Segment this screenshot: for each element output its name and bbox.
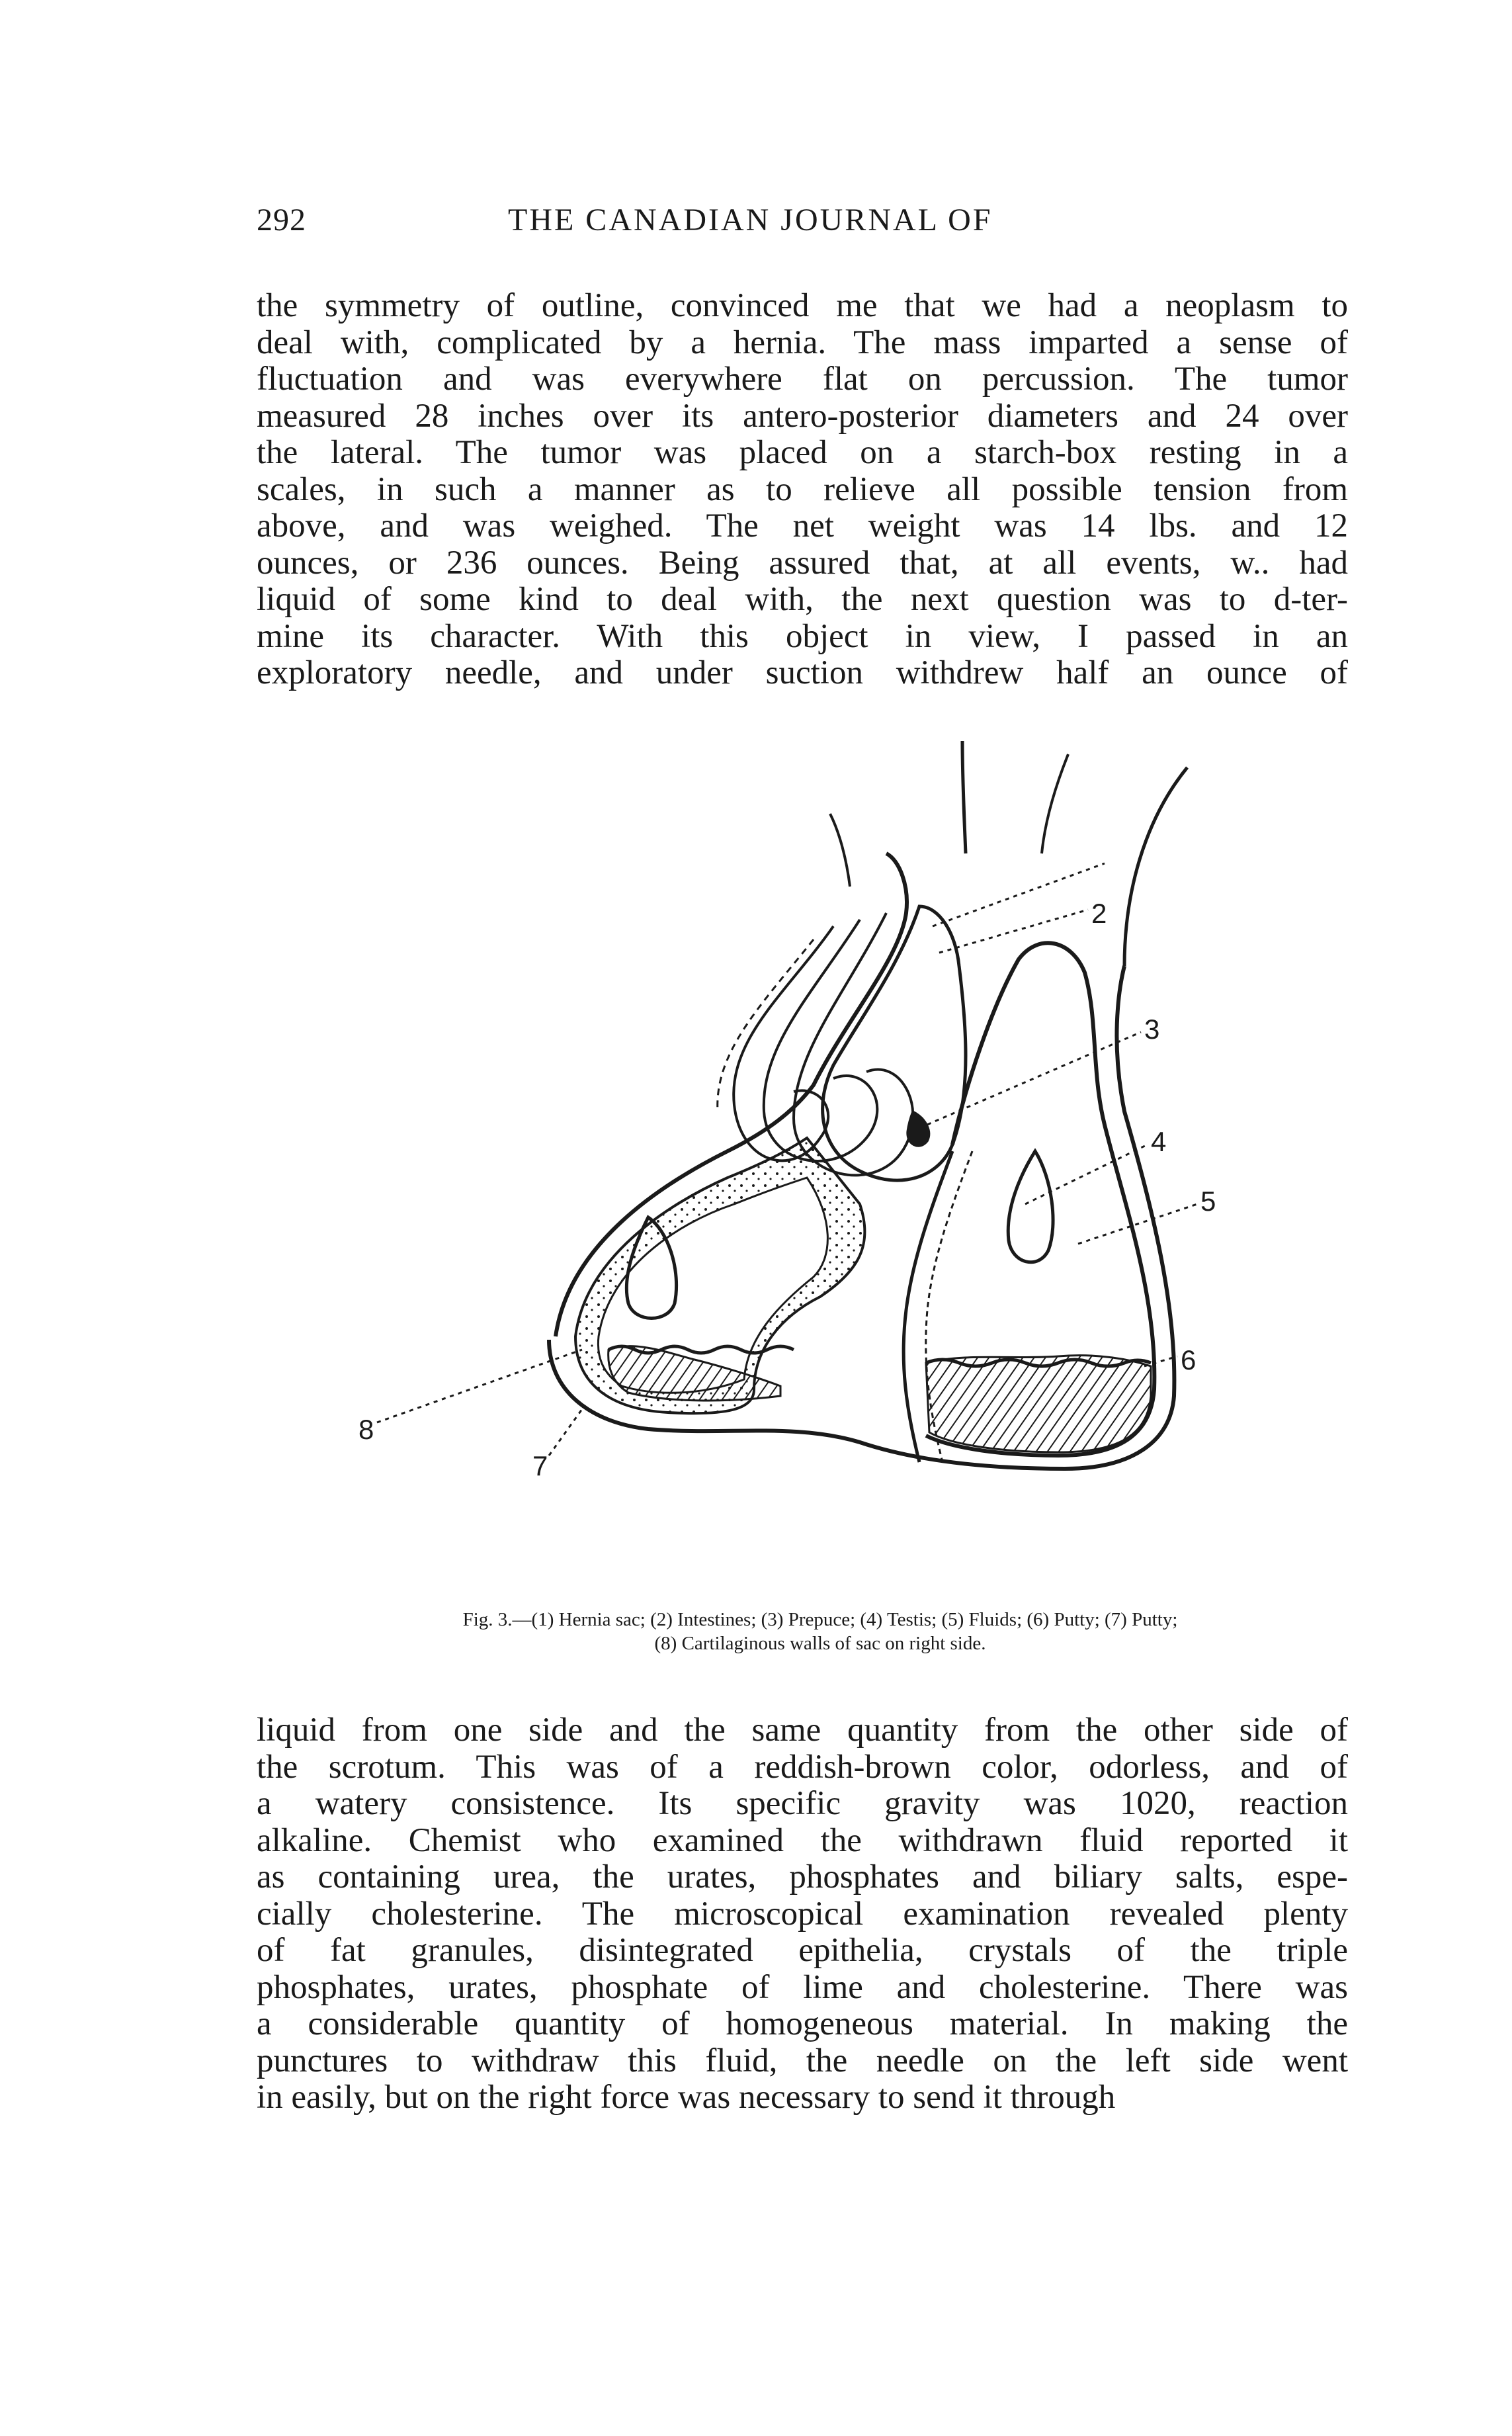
right-fluid-region: [926, 1356, 1151, 1452]
thigh-contour: [830, 814, 850, 887]
leader-line-7: [549, 1409, 582, 1456]
text-line: the lateral. The tumor was placed on a starch-box resting in a: [257, 434, 1348, 471]
anatomical-figure: [357, 741, 1217, 1594]
running-title: THE CANADIAN JOURNAL OF: [508, 202, 993, 238]
figure-label-3: 3: [1144, 1014, 1160, 1045]
figure-label-4: 4: [1151, 1126, 1167, 1157]
text-line: as containing urea, the urates, phosphates and biliary salts, espe-: [257, 1858, 1348, 1895]
figure-label-2: 2: [1091, 898, 1107, 929]
text-line: liquid from one side and the same quantity from the other side of: [257, 1712, 1348, 1749]
caption-line: Fig. 3.—(1) Hernia sac; (2) Intestines; (3) Prepuce; (4) Testis; (5) Fluids; (6) Putty; (7) Putty;: [462, 1609, 1178, 1630]
paragraph-top: [257, 288, 1348, 692]
text-line: measured 28 inches over its antero-posterior diameters and 24 over: [257, 397, 1348, 435]
text-line: cially cholesterine. The microscopical examination revealed plenty: [257, 1895, 1348, 1933]
text-line: scales, in such a manner as to relieve all possible tension from: [257, 470, 1348, 508]
caption-line: (8) Cartilaginous walls of sac on right side.: [654, 1633, 986, 1654]
right-testis: [1008, 1151, 1053, 1262]
paragraph-bottom: [257, 1712, 1348, 2116]
text-line: deal with, complicated by a hernia. The mass imparted a sense of: [257, 324, 1348, 361]
thigh-contour: [1124, 767, 1187, 966]
figure-label-5: 5: [1200, 1186, 1216, 1217]
body-contour-line: [962, 741, 966, 853]
text-line: punctures to withdraw this fluid, the needle on the left side went: [257, 2042, 1348, 2079]
page-number: 292: [257, 202, 306, 238]
hernia-diagram: [357, 741, 1217, 1594]
text-line: the scrotum. This was of a reddish-brown color, odorless, and of: [257, 1748, 1348, 1786]
figure-label-6: 6: [1181, 1344, 1197, 1375]
text-line: a watery consistence. Its specific gravity was 1020, reaction: [257, 1785, 1348, 1822]
intestine-loop: [794, 913, 913, 1175]
text-line: in easily, but on the right force was necessary to send it through: [257, 2079, 1116, 2116]
figure-label-8: 8: [358, 1414, 374, 1445]
figure-caption: [317, 1608, 1323, 1655]
figure-label-7: 7: [532, 1450, 548, 1481]
text-line: alkaline. Chemist who examined the withdrawn fluid reported it: [257, 1821, 1348, 1859]
text-line: phosphates, urates, phosphate of lime and cholesterine. There was: [257, 1968, 1348, 2006]
page-header: [257, 202, 1097, 241]
leader-line-1: [933, 863, 1105, 926]
text-line: above, and was weighed. The net weight was 14 lbs. and 12: [257, 507, 1348, 544]
leader-line-4: [1025, 1145, 1148, 1204]
text-line: liquid of some kind to deal with, the next question was to d-ter-: [257, 581, 1348, 618]
prepuce-mark: [907, 1111, 929, 1146]
text-line: a considerable quantity of homogeneous material. In making the: [257, 2005, 1348, 2042]
intestine-loop: [764, 920, 878, 1161]
text-line: of fat granules, disintegrated epithelia, crystals of the triple: [257, 1932, 1348, 1969]
text-line: fluctuation and was everywhere flat on percussion. The tumor: [257, 361, 1348, 398]
text-line: exploratory needle, and under suction withdrew half an ounce of: [257, 654, 1348, 691]
text-line: the symmetry of outline, convinced me that we had a neoplasm to: [257, 287, 1348, 324]
text-line: ounces, or 236 ounces. Being assured that, at all events, w.. had: [257, 544, 1348, 582]
body-contour-line: [1042, 754, 1068, 853]
intestine-loop: [734, 926, 833, 1160]
leader-line-5: [1078, 1204, 1197, 1244]
text-line: mine its character. With this object in view, I passed in an: [257, 617, 1348, 655]
leader-line-3: [919, 1032, 1141, 1128]
